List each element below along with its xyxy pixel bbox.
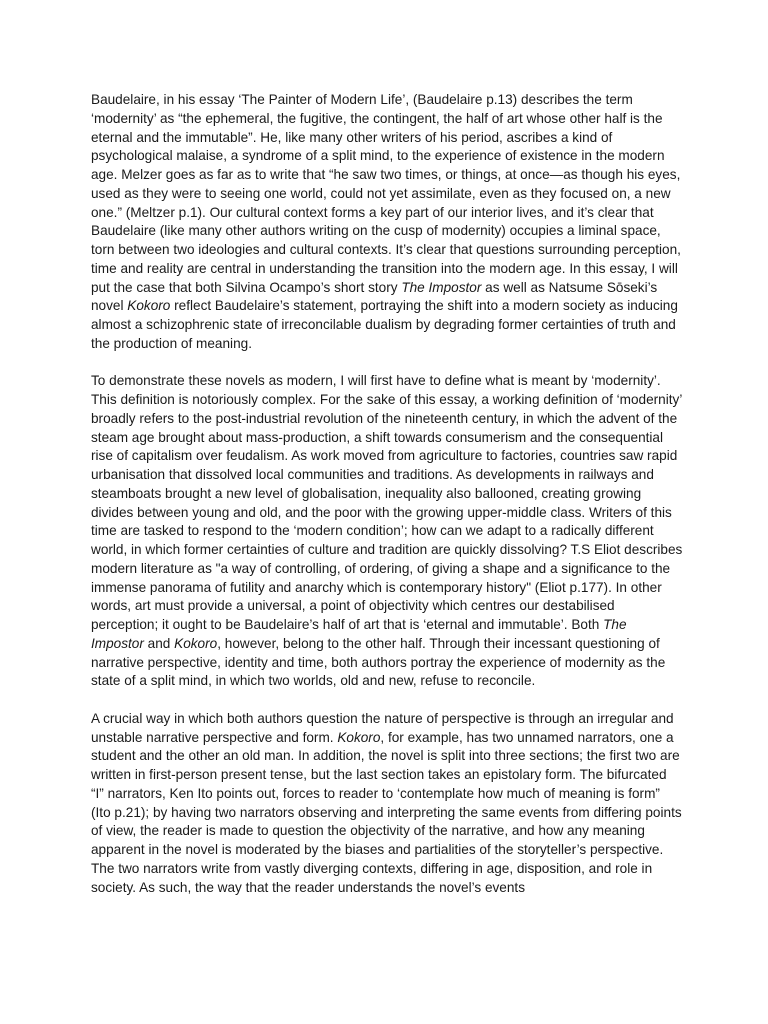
paragraph-text-run: and: [143, 635, 175, 651]
paragraph-text-run: reflect Baudelaire’s statement, portraying the shift into a modern society as inducing almost a schizophrenic state of irreconcilable dualism by degrading former certainties of truth and the production of meaning.: [91, 298, 678, 351]
paragraph-text-run: Baudelaire, in his essay ‘The Painter of Modern Life’, (Baudelaire p.13) describes the term ‘modernity’ as “the ephemeral, the fugitive, the contingent, the half of art whose other half is the eternal and the immutable”. He, like many other writers of his period, ascribes a kind of psychological malaise, a syndrome of a split mind, to the experience of existence in the modern age. Melzer goes as far as to write that “he saw two times, or things, at once—as though his eyes, used as they were to seeing one world, could not yet assimilate, even as they focused on, a new one.” (Meltzer p.1). Our cultural context forms a key part of our interior lives, and it’s clear that Baudelaire (like many other authors writing on the cusp of modernity) occupies a liminal space, torn between two ideologies and cultural contexts. It’s clear that questions surrounding perception, time and reality are central in understanding the transition into the modern age. In this essay, I will put the case that both Silvina Ocampo’s short story: [91, 92, 681, 295]
paragraph-1: [91, 91, 683, 354]
italic-title-the-impostor: The Impostor: [401, 279, 482, 295]
paragraph-text-run: To demonstrate these novels as modern, I will first have to define what is meant by ‘modernity’. This definition is notoriously complex. For the sake of this essay, a working definition of ‘modernity’ broadly refers to the post-industrial revolution of the nineteenth century, in which the advent of the steam age brought about mass-production, a shift towards consumerism and the consequential rise of capitalism over feudalism. As work moved from agriculture to factories, countries saw rapid urbanisation that dissolved local communities and traditions. As developments in railways and steamboats brought a new level of globalisation, inequality also ballooned, creating growing divides between young and old, and the poor with the growing upper-middle class. Writers of this time are tasked to respond to the ‘modern condition’; how can we adapt to a radically different world, in which former certainties of culture and tradition are quickly dissolving? T.S Eliot describes modern literature as "a way of controlling, of ordering, of giving a shape and a significance to the immense panorama of futility and anarchy which is contemporary history" (Eliot p.177). In other words, art must provide a universal, a point of objectivity which centres our destabilised perception; it ought to be Baudelaire’s half of art that is ‘eternal and immutable’. Both: [91, 373, 683, 632]
paragraph-text-run: as well as Natsume Sōseki’s novel: [91, 279, 658, 314]
paragraph-3: [91, 710, 683, 898]
italic-title-kokoro: Kokoro: [337, 729, 381, 745]
document-body: [91, 91, 683, 916]
italic-title-kokoro: Kokoro: [127, 298, 171, 314]
paragraph-2: [91, 372, 683, 691]
italic-title-the-impostor: The Impostor: [91, 617, 627, 651]
paragraph-text-run: , however, belong to the other half. Through their incessant questioning of narrative perspective, identity and time, both authors portray the experience of modernity as the state of a split mind, in which two worlds, old and new, refuse to reconcile.: [91, 635, 666, 689]
paragraph-text-run: A crucial way in which both authors question the nature of perspective is through an irregular and unstable narrative perspective and form.: [91, 710, 674, 745]
paragraph-text-run: , for example, has two unnamed narrators, one a student and the other an old man. In addition, the novel is split into three sections; the first two are written in first-person present tense, but the last section takes an epistolary form. The bifurcated “I” narrators, Ken Ito points out, forces to reader to ‘contemplate how much of meaning is form” (Ito p.21); by having two narrators observing and interpreting the same events from differing points of view, the reader is made to question the objectivity of the narrative, and how any meaning apparent in the novel is moderated by the biases and partialities of the storyteller’s perspective. The two narrators write from vastly diverging contexts, differing in age, disposition, and role in society. As such, the way that the reader understands the novel’s events: [91, 729, 682, 895]
italic-title-kokoro: Kokoro: [174, 635, 218, 651]
